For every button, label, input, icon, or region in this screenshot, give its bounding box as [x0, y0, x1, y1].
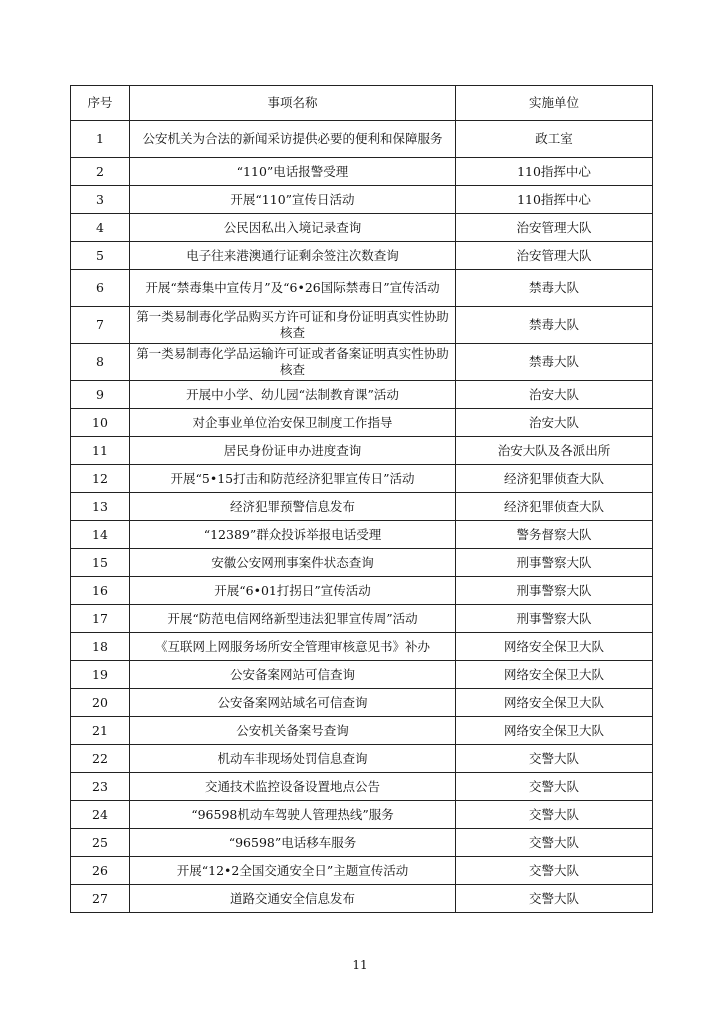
row-implementing-unit: 治安大队及各派出所 — [456, 437, 653, 465]
row-item-name: 公安机关备案号查询 — [130, 717, 456, 745]
table-row — [71, 270, 653, 307]
table-row — [71, 801, 653, 829]
row-item-name: 道路交通安全信息发布 — [130, 885, 456, 913]
row-serial-number: 2 — [71, 158, 130, 186]
row-implementing-unit: 交警大队 — [456, 829, 653, 857]
table-row — [71, 745, 653, 773]
row-serial-number: 16 — [71, 577, 130, 605]
row-item-name: 安徽公安网刑事案件状态查询 — [130, 549, 456, 577]
row-implementing-unit: 治安大队 — [456, 409, 653, 437]
row-item-name: 《互联网上网服务场所安全管理审核意见书》补办 — [130, 633, 456, 661]
row-serial-number: 22 — [71, 745, 130, 773]
row-item-name: 机动车非现场处罚信息查询 — [130, 745, 456, 773]
table-row — [71, 605, 653, 633]
table-row — [71, 242, 653, 270]
service-items-table — [70, 85, 653, 913]
row-serial-number: 11 — [71, 437, 130, 465]
table-row — [71, 689, 653, 717]
table-row — [71, 493, 653, 521]
row-implementing-unit: 交警大队 — [456, 773, 653, 801]
table-body — [71, 121, 653, 913]
page-number: 11 — [352, 958, 368, 972]
row-implementing-unit: 网络安全保卫大队 — [456, 717, 653, 745]
table-row — [71, 307, 653, 344]
row-serial-number: 19 — [71, 661, 130, 689]
row-serial-number: 17 — [71, 605, 130, 633]
row-serial-number: 13 — [71, 493, 130, 521]
table-row — [71, 465, 653, 493]
table-row — [71, 186, 653, 214]
header-serial-number: 序号 — [71, 86, 130, 121]
row-item-name: 第一类易制毒化学品运输许可证或者备案证明真实性协助核查 — [130, 344, 456, 381]
table-row — [71, 409, 653, 437]
row-implementing-unit: 经济犯罪侦查大队 — [456, 465, 653, 493]
row-item-name: 居民身份证申办进度查询 — [130, 437, 456, 465]
row-item-name: 公安机关为合法的新闻采访提供必要的便利和保障服务 — [130, 121, 456, 158]
row-item-name: 开展“防范电信网络新型违法犯罪宣传周”活动 — [130, 605, 456, 633]
row-implementing-unit: 禁毒大队 — [456, 344, 653, 381]
row-serial-number: 4 — [71, 214, 130, 242]
row-item-name: 经济犯罪预警信息发布 — [130, 493, 456, 521]
row-item-name: 交通技术监控设备设置地点公告 — [130, 773, 456, 801]
table-row — [71, 633, 653, 661]
row-implementing-unit: 禁毒大队 — [456, 270, 653, 307]
row-serial-number: 7 — [71, 307, 130, 344]
row-implementing-unit: 刑事警察大队 — [456, 549, 653, 577]
table-row — [71, 829, 653, 857]
row-implementing-unit: 治安管理大队 — [456, 214, 653, 242]
row-item-name: 开展中小学、幼儿园“法制教育课”活动 — [130, 381, 456, 409]
row-implementing-unit: 交警大队 — [456, 745, 653, 773]
row-implementing-unit: 交警大队 — [456, 801, 653, 829]
row-serial-number: 9 — [71, 381, 130, 409]
row-serial-number: 18 — [71, 633, 130, 661]
row-implementing-unit: 治安大队 — [456, 381, 653, 409]
row-implementing-unit: 110指挥中心 — [456, 186, 653, 214]
row-implementing-unit: 交警大队 — [456, 857, 653, 885]
row-serial-number: 27 — [71, 885, 130, 913]
table-header-row — [71, 86, 653, 121]
row-implementing-unit: 交警大队 — [456, 885, 653, 913]
row-serial-number: 1 — [71, 121, 130, 158]
row-serial-number: 3 — [71, 186, 130, 214]
table-row — [71, 344, 653, 381]
table-row — [71, 549, 653, 577]
row-item-name: 公安备案网站域名可信查询 — [130, 689, 456, 717]
row-item-name: 第一类易制毒化学品购买方许可证和身份证明真实性协助核查 — [130, 307, 456, 344]
row-implementing-unit: 警务督察大队 — [456, 521, 653, 549]
header-implementing-unit: 实施单位 — [456, 86, 653, 121]
row-item-name: 开展“5•15打击和防范经济犯罪宣传日”活动 — [130, 465, 456, 493]
row-item-name: “110”电话报警受理 — [130, 158, 456, 186]
row-item-name: “12389”群众投诉举报电话受理 — [130, 521, 456, 549]
row-implementing-unit: 禁毒大队 — [456, 307, 653, 344]
row-item-name: 开展“12•2全国交通安全日”主题宣传活动 — [130, 857, 456, 885]
row-implementing-unit: 网络安全保卫大队 — [456, 689, 653, 717]
row-serial-number: 24 — [71, 801, 130, 829]
row-item-name: “96598机动车驾驶人管理热线”服务 — [130, 801, 456, 829]
row-item-name: 电子往来港澳通行证剩余签注次数查询 — [130, 242, 456, 270]
row-serial-number: 12 — [71, 465, 130, 493]
table-row — [71, 521, 653, 549]
table-row — [71, 381, 653, 409]
row-item-name: 公安备案网站可信查询 — [130, 661, 456, 689]
row-serial-number: 21 — [71, 717, 130, 745]
row-serial-number: 25 — [71, 829, 130, 857]
table-row — [71, 773, 653, 801]
table-row — [71, 214, 653, 242]
table-row — [71, 717, 653, 745]
table-row — [71, 661, 653, 689]
table-row — [71, 577, 653, 605]
row-implementing-unit: 治安管理大队 — [456, 242, 653, 270]
row-implementing-unit: 经济犯罪侦查大队 — [456, 493, 653, 521]
row-item-name: 开展“110”宣传日活动 — [130, 186, 456, 214]
row-item-name: “96598”电话移车服务 — [130, 829, 456, 857]
row-serial-number: 20 — [71, 689, 130, 717]
row-serial-number: 26 — [71, 857, 130, 885]
row-item-name: 开展“禁毒集中宣传月”及“6•26国际禁毒日”宣传活动 — [130, 270, 456, 307]
table-row — [71, 857, 653, 885]
row-implementing-unit: 网络安全保卫大队 — [456, 633, 653, 661]
row-serial-number: 5 — [71, 242, 130, 270]
row-serial-number: 8 — [71, 344, 130, 381]
row-implementing-unit: 刑事警察大队 — [456, 577, 653, 605]
row-serial-number: 6 — [71, 270, 130, 307]
row-serial-number: 15 — [71, 549, 130, 577]
table-row — [71, 885, 653, 913]
row-item-name: 公民因私出入境记录查询 — [130, 214, 456, 242]
table-row — [71, 121, 653, 158]
row-implementing-unit: 110指挥中心 — [456, 158, 653, 186]
row-item-name: 对企事业单位治安保卫制度工作指导 — [130, 409, 456, 437]
header-item-name: 事项名称 — [130, 86, 456, 121]
row-serial-number: 10 — [71, 409, 130, 437]
row-implementing-unit: 网络安全保卫大队 — [456, 661, 653, 689]
row-serial-number: 23 — [71, 773, 130, 801]
row-implementing-unit: 刑事警察大队 — [456, 605, 653, 633]
row-serial-number: 14 — [71, 521, 130, 549]
row-item-name: 开展“6•01打拐日”宣传活动 — [130, 577, 456, 605]
table-row — [71, 437, 653, 465]
row-implementing-unit: 政工室 — [456, 121, 653, 158]
table-row — [71, 158, 653, 186]
